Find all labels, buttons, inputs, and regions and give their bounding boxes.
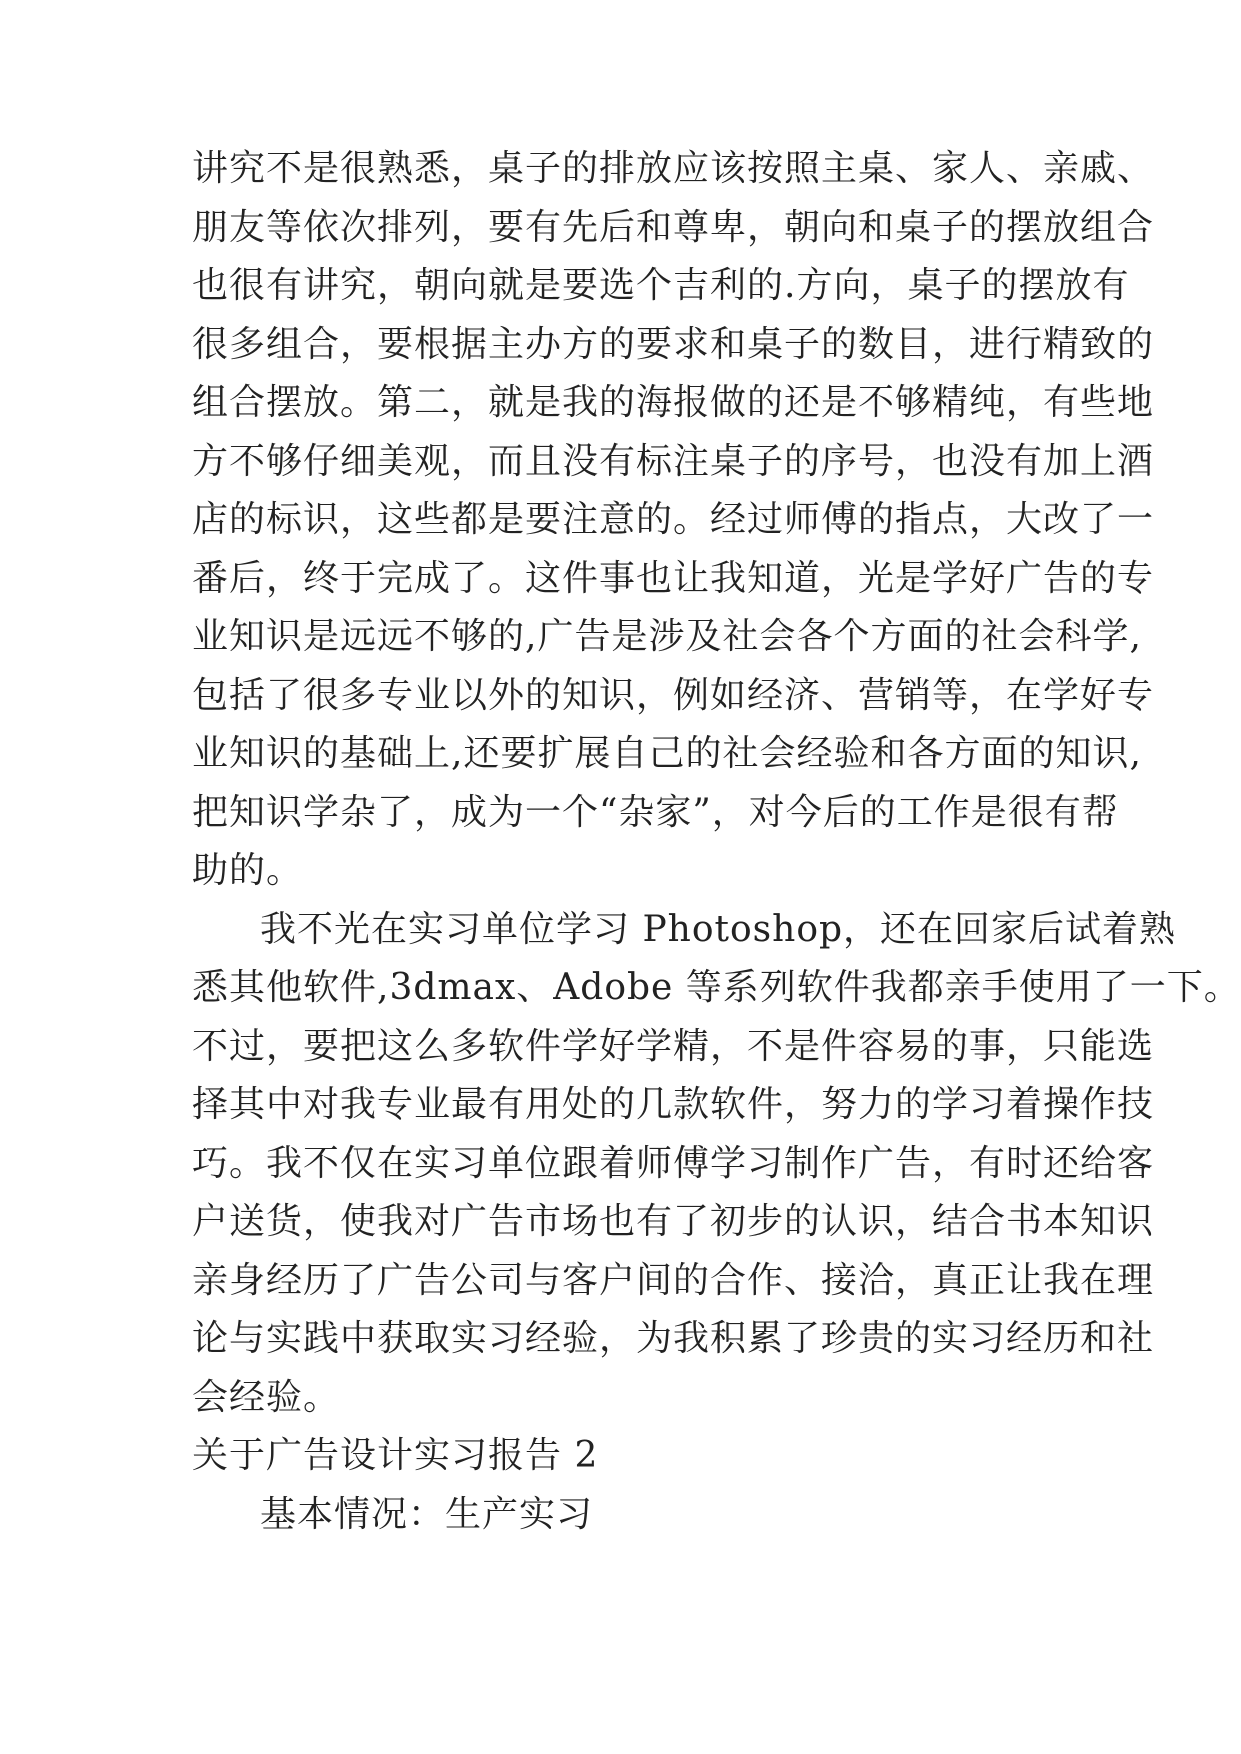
paragraph-2-line: 亲身经历了广告公司与客户间的合作、接洽，真正让我在理 — [192, 1259, 1155, 1301]
paragraph-2-line: 不过，要把这么多软件学好学精，不是件容易的事，只能选 — [192, 1025, 1155, 1067]
paragraph-1-line: 方不够仔细美观，而且没有标注桌子的序号，也没有加上酒 — [192, 440, 1155, 482]
paragraph-1-line: 包括了很多专业以外的知识，例如经济、营销等，在学好专 — [192, 674, 1155, 716]
paragraph-1-line: 番后，终于完成了。这件事也让我知道，光是学好广告的专 — [192, 557, 1155, 599]
paragraph-1-line: 店的标识，这些都是要注意的。经过师傅的指点，大改了一 — [192, 499, 1155, 540]
section-heading: 关于广告设计实习报告 2 — [192, 1435, 599, 1476]
paragraph-2-line: 户送货，使我对广告市场也有了初步的认识，结合书本知识 — [192, 1201, 1155, 1242]
paragraph-2-line: 会经验。 — [192, 1376, 341, 1418]
paragraph-1-line: 也很有讲究，朝向就是要选个吉利的.方向，桌子的摆放有 — [192, 265, 1130, 306]
paragraph-2-line: 论与实践中获取实习经验，为我积累了珍贵的实习经历和社 — [192, 1318, 1155, 1359]
paragraph-1-line: 组合摆放。第二，就是我的海报做的还是不够精纯，有些地 — [192, 382, 1155, 423]
paragraph-1-line: 把知识学杂了，成为一个“杂家”，对今后的工作是很有帮 — [192, 791, 1119, 833]
paragraph-1-line: 业知识是远远不够的,广告是涉及社会各个方面的社会科学, — [192, 616, 1142, 657]
document-body — [192, 140, 1241, 1544]
paragraph-1-line: 助的。 — [192, 850, 304, 891]
section-first-line: 基本情况：生产实习 — [260, 1493, 594, 1535]
paragraph-2-line: 巧。我不仅在实习单位跟着师傅学习制作广告，有时还给客 — [192, 1142, 1155, 1184]
paragraph-2-line: 我不光在实习单位学习 Photoshop，还在回家后试着熟 — [260, 908, 1177, 950]
paragraph-1-line: 讲究不是很熟悉，桌子的排放应该按照主桌、家人、亲戚、 — [192, 148, 1155, 189]
paragraph-1 — [192, 140, 1155, 901]
paragraph-1-line: 很多组合，要根据主办方的要求和桌子的数目，进行精致的 — [192, 323, 1155, 365]
paragraph-2 — [192, 901, 1241, 1428]
paragraph-1-line: 业知识的基础上,还要扩展自己的社会经验和各方面的知识, — [192, 733, 1142, 774]
paragraph-2-line: 择其中对我专业最有用处的几款软件，努力的学习着操作技 — [192, 1084, 1155, 1125]
paragraph-2-line: 悉其他软件,3dmax、Adobe 等系列软件我都亲手使用了一下。 — [192, 967, 1241, 1008]
paragraph-1-line: 朋友等依次排列，要有先后和尊卑，朝向和桌子的摆放组合 — [192, 206, 1155, 248]
